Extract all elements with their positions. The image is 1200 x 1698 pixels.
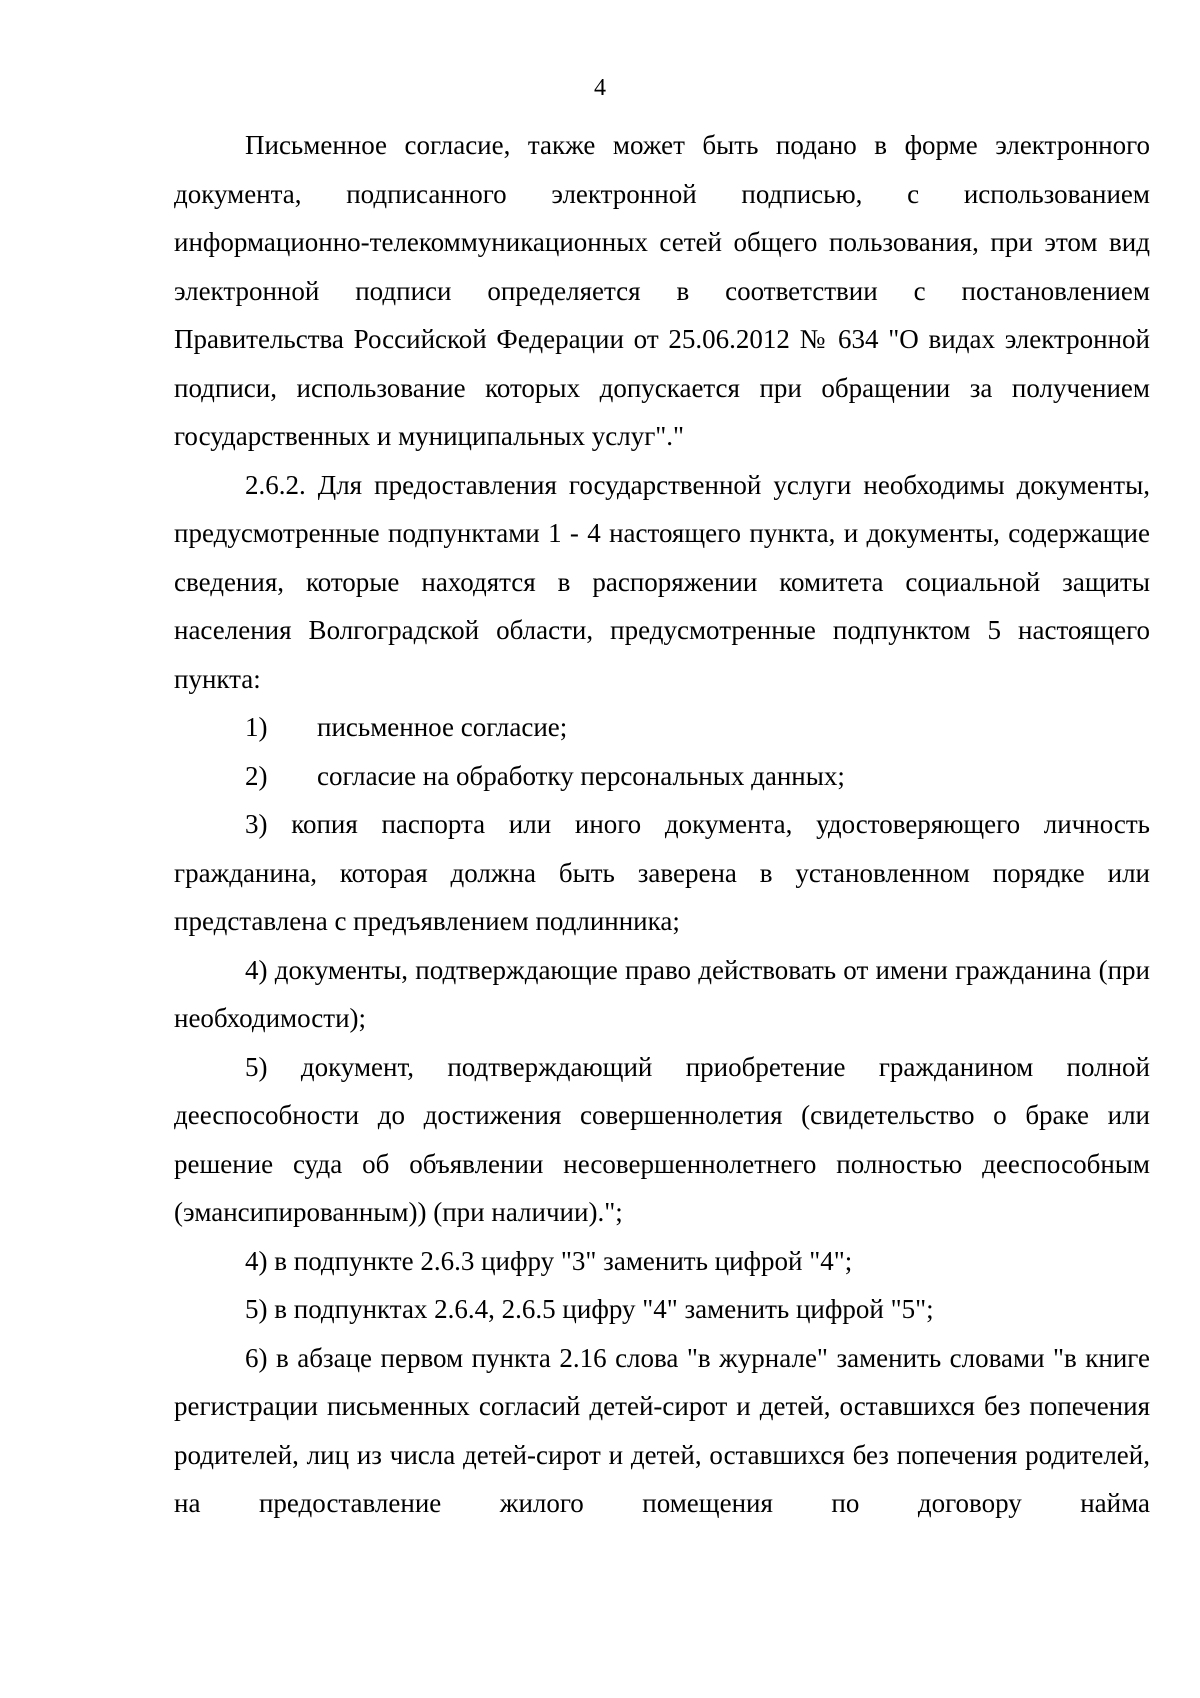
- list-item: [174, 703, 1150, 752]
- list-item-number: 2): [245, 760, 268, 791]
- paragraph-item-3: 3) копия паспорта или иного документа, удостоверяющего личность гражданина, которая должна быть заверена в установленном порядке или представлена с предъявлением подлинника;: [174, 809, 1150, 936]
- paragraph-2-6-2: 2.6.2. Для предоставления государственной услуги необходимы документы, предусмотренные подпунктами 1 - 4 настоящего пункта, и документы, содержащие сведения, которые находятся в распоряжении комитета социальной защиты населения Волгоградской области, предусмотренные подпунктом 5 настоящего пункта:: [174, 469, 1150, 694]
- list-item-number: 1): [245, 712, 268, 742]
- paragraph-item-4: 4) документы, подтверждающие право действовать от имени гражданина (при необходимости);: [174, 954, 1150, 1033]
- paragraph-item-5: 5) документ, подтверждающий приобретение гражданином полной дееспособности до достижения совершеннолетия (свидетельство о браке или решение суда об объявлении несовершеннолетнего полностью дееспособным (эмансипированным)) (при наличии).";: [174, 1051, 1150, 1227]
- list-item-text: письменное согласие;: [317, 712, 568, 742]
- list-item-text: согласие на обработку персональных данных;: [317, 760, 845, 791]
- paragraph-electronic-consent: Письменное согласие, также может быть подано в форме электронного документа, подписанного электронной подписью, с использованием информационно-телекоммуникационных сетей общего пользования, при этом вид электронной подписи определяется в соответствии с постановлением Правительства Российской Федерации от 25.06.2012 № 634 "О видах электронной подписи, использование которых допускается при обращении за получением государственных и муниципальных услуг".": [174, 130, 1150, 451]
- paragraph-amendment-6: 6) в абзаце первом пункта 2.16 слова "в журнале" заменить словами "в книге регистрации письменных согласий детей-сирот и детей, оставшихся без попечения родителей, лиц из числа детей-сирот и детей, оставшихся без попечения родителей, на предоставление жилого помещения по договору найма: [174, 1342, 1150, 1518]
- list-item: [174, 752, 1150, 801]
- paragraph-amendment-5: 5) в подпунктах 2.6.4, 2.6.5 цифру "4" заменить цифрой "5";: [245, 1294, 934, 1324]
- page-number: 4: [594, 75, 606, 101]
- document-body: [174, 121, 1150, 1528]
- paragraph-amendment-4: 4) в подпункте 2.6.3 цифру "3" заменить цифрой "4";: [245, 1245, 853, 1276]
